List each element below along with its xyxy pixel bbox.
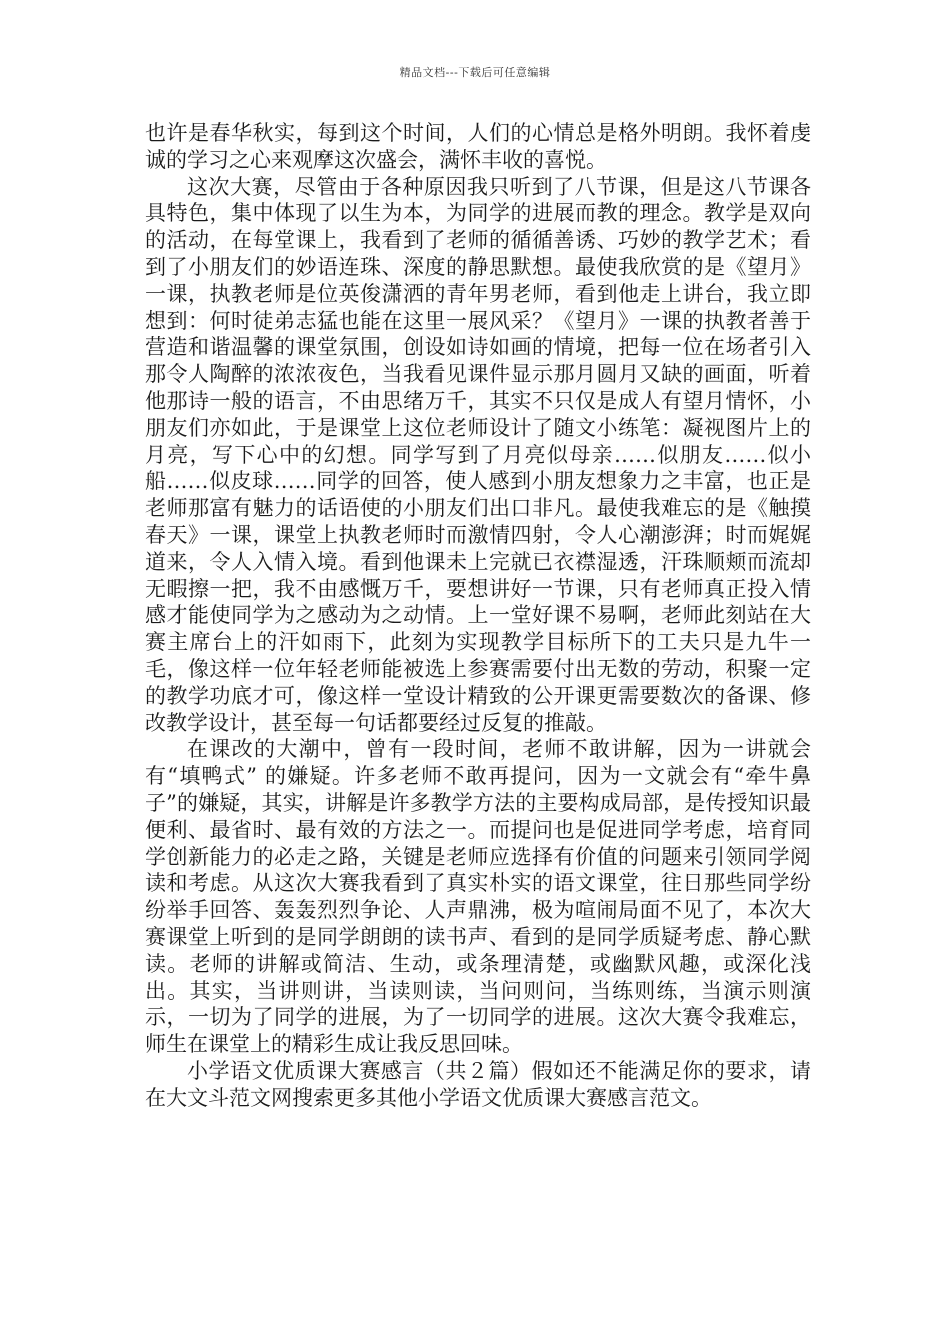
- paragraph-4: 小学语文优质课大赛感言（共２篇）假如还不能满足你的要求，请在大文斗范文网搜索更多其他小学语文优质课大赛感言范文。: [145, 1058, 811, 1110]
- document-body: [145, 120, 811, 1111]
- paragraph-2: 这次大赛，尽管由于各种原因我只听到了八节课，但是这八节课各具特色，集中体现了以生为本，为同学的进展而教的理念。教学是双向的活动，在每堂课上，我看到了老师的循循善诱、巧妙的教学艺术；看到了小朋友们的妙语连珠、深度的静思默想。最使我欣赏的是《望月》一课，执教老师是位英俊潇洒的青年男老师，看到他走上讲台，我立即想到：何时徒弟志猛也能在这里一展风采？《望月》一课的执教者善于营造和谐温馨的课堂氛围，创设如诗如画的情境，把每一位在场者引入那令人陶醉的浓浓夜色，当我看见课件显示那月圆月又缺的画面，听着他那诗一般的语言，不由思绪万千，其实不只仅是成人有望月情怀，小朋友们亦如此，于是课堂上这位老师设计了随文小练笔：凝视图片上的月亮，写下心中的幻想。同学写到了月亮似母亲……似朋友……似小船……似皮球……同学的回答，使人感到小朋友想象力之丰富，也正是老师那富有魅力的话语使的小朋友们出口非凡。最使我难忘的是《触摸春天》一课，课堂上执教老师时而激情四射，令人心潮澎湃；时而娓娓道来，令人入情入境。看到他课未上完就已衣襟湿透，汗珠顺颊而流却无暇擦一把，我不由感慨万千，要想讲好一节课，只有老师真正投入情感才能使同学为之感动为之动情。上一堂好课不易啊，老师此刻站在大赛主席台上的汗如雨下，此刻为实现教学目标所下的工夫只是九牛一毛，像这样一位年轻老师能被选上参赛需要付出无数的劳动，积聚一定的教学功底才可，像这样一堂设计精致的公开课更需要数次的备课、修改教学设计，甚至每一句话都要经过反复的推敲。: [145, 174, 811, 735]
- page-header: 精品文档---下载后可任意编辑: [399, 66, 551, 79]
- paragraph-3: 在课改的大潮中，曾有一段时间，老师不敢讲解，因为一讲就会有“填鸭式” 的嫌疑。许多老师不敢再提问，因为一文就会有“牵牛鼻子”的嫌疑，其实，讲解是许多教学方法的主要构成局部，是传授知识最便利、最省时、最有效的方法之一。而提问也是促进同学考虑，培育同学创新能力的必走之路，关键是老师应选择有价值的问题来引领同学阅读和考虑。从这次大赛我看到了真实朴实的语文课堂，往日那些同学纷纷举手回答、轰轰烈烈争论、人声鼎沸，极为喧闹局面不见了，本次大赛课堂上听到的是同学朗朗的读书声、看到的是同学质疑考虑、静心默读。老师的讲解或简洁、生动，或条理清楚，或幽默风趣，或深化浅出。其实，当讲则讲，当读则读，当问则问，当练则练，当演示则演示，一切为了同学的进展，为了一切同学的进展。这次大赛令我难忘，师生在课堂上的精彩生成让我反思回味。: [145, 737, 811, 1057]
- paragraph-1: 也许是春华秋实，每到这个时间，人们的心情总是格外明朗。我怀着虔诚的学习之心来观摩这次盛会，满怀丰收的喜悦。: [145, 121, 811, 172]
